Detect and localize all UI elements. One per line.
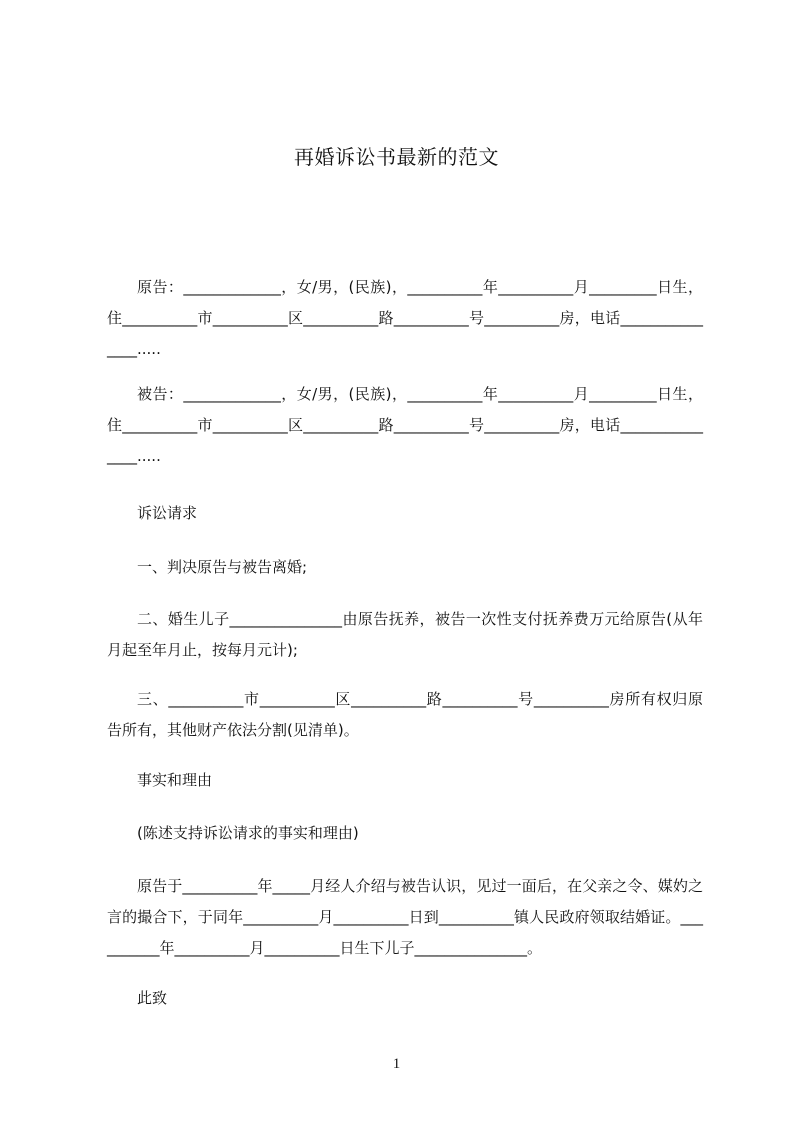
document-title: 再婚诉讼书最新的范文 <box>294 145 499 169</box>
defendant-info-paragraph: 被告：_____________，女/男，(民族)，__________年__________月_________日生，住__________市__________区__________路__________号__________房，电话_______________..... <box>107 385 703 465</box>
closing-salutation: 此致 <box>137 989 168 1007</box>
claim-1-paragraph: 一、判决原告与被告离婚; <box>137 558 308 576</box>
claim-3-paragraph: 三、__________市__________区__________路__________号__________房所有权归原告所有，其他财产依法分割(见清单)。 <box>107 690 703 739</box>
claim-2-paragraph: 二、婚生儿子_______________由原告抚养，被告一次性支付抚养费万元给原告(从年月起至年月止，按每月元计); <box>107 610 703 659</box>
facts-heading: 事实和理由 <box>137 771 213 789</box>
claims-heading: 诉讼请求 <box>137 504 198 522</box>
plaintiff-info-paragraph: 原告：_____________，女/男，(民族)，__________年__________月_________日生，住__________市__________区__________路__________号__________房，电话_______________..... <box>107 278 703 358</box>
page-number: 1 <box>392 1056 401 1072</box>
facts-note: (陈述支持诉讼请求的事实和理由) <box>137 824 359 842</box>
facts-body-paragraph: 原告于__________年_____月经人介绍与被告认识，见过一面后，在父亲之令、媒妁之言的撮合下，于同年__________月__________日到__________镇人民政府领取结婚证。__________年__________月__________日生下儿子_______________。 <box>107 877 703 957</box>
